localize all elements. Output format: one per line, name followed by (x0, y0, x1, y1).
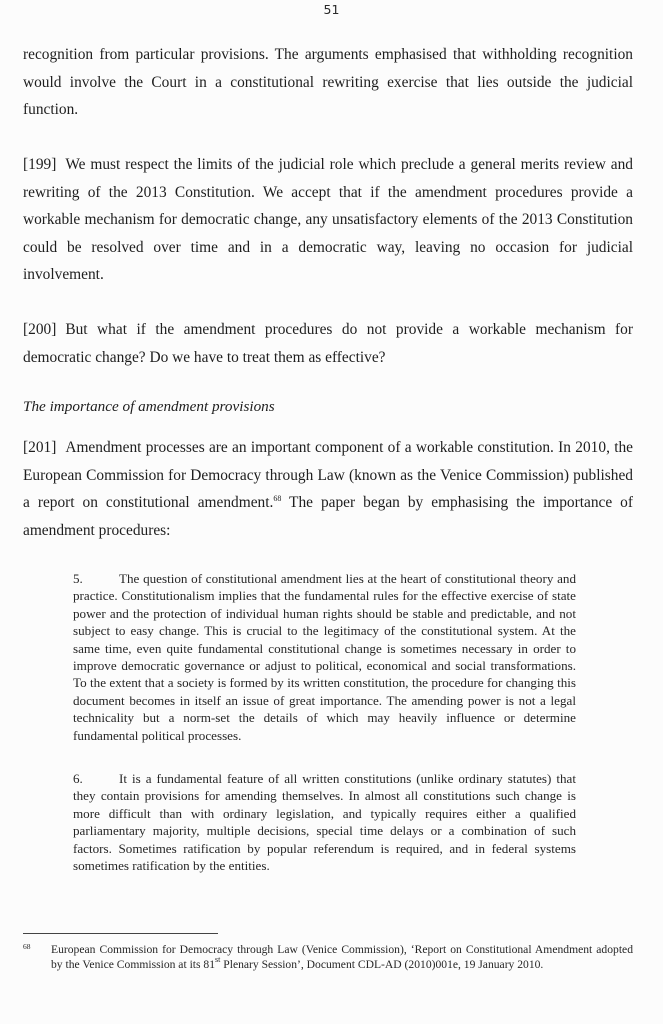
paragraph-number: [199] (23, 156, 57, 173)
section-heading: The importance of amendment provisions (23, 398, 275, 415)
paragraph-number: [201] (23, 439, 57, 456)
quote-number: 5. (73, 571, 83, 586)
footnote-text-block (51, 942, 633, 973)
paragraph-number: [200] (23, 321, 57, 338)
quote-number: 6. (73, 771, 83, 786)
page-number: 51 (323, 2, 340, 17)
footnote-reference[interactable]: 68 (273, 494, 282, 503)
quote-paragraph-6 (73, 770, 576, 874)
quote-paragraph-5 (73, 570, 576, 744)
paragraph-201 (23, 434, 633, 544)
paragraph-text-continued: The paper began by emphasising the importance of amendment procedures: (23, 494, 633, 539)
paragraph-text: Amendment processes are an important component of a workable constitution. In 2010, the European Commission for Democracy through Law (known as the Venice Commission) published a report on constitutional amendment. (23, 439, 633, 511)
paragraph-198-continued (23, 41, 633, 124)
footnote-68 (23, 942, 633, 973)
quote-text: It is a fundamental feature of all written constitutions (unlike ordinary statutes) that they contain provisions for amending themselves. In almost all constitutions such change is more difficult than with ordinary legislation, and typically requires either a qualified parliamentary majority, multiple decisions, special time delays or a combination of such factors. Sometimes ratification by popular referendum is required, and in federal systems sometimes ratification by the entities. (73, 771, 576, 874)
paragraph-text: We must respect the limits of the judicial role which preclude a general merits review and rewriting of the 2013 Constitution. We accept that if the amendment procedures provide a workable mechanism for democratic change, any unsatisfactory elements of the 2013 Constitution could be resolved over time and in a democratic way, leaving no occasion for judicial involvement. (23, 156, 633, 283)
ordinal-suffix: st (215, 955, 221, 965)
quote-text: The question of constitutional amendment lies at the heart of constitutional theory and practice. Constitutionalism implies that the fundamental rules for the effective exercise of state power and the protection of individual human rights should be stable and predictable, and not subject to easy change. This is crucial to the legitimacy of the constitutional system. At the same time, even quite fundamental constitutional change is sometimes necessary in order to improve democratic governance or adjust to political, economical and social transformations. To the extent that a society is formed by its written constitution, the procedure for changing this document becomes in itself an issue of great importance. The amending power is not a legal technicality but a norm-set the details of which may heavily influence or determine fundamental political processes. (73, 571, 576, 743)
paragraph-200 (23, 316, 633, 371)
footnote-divider (23, 933, 218, 934)
paragraph-text: recognition from particular provisions. The arguments emphasised that withholding recognition would involve the Court in a constitutional rewriting exercise that lies outside the judicial function. (23, 46, 633, 118)
footnote-number: 68 (23, 942, 31, 951)
footnote-text: European Commission for Democracy through Law (Venice Commission), ‘Report on Constitutional Amendment adopted by the Venice Commission at its 81 (51, 943, 633, 972)
paragraph-text: But what if the amendment procedures do not provide a workable mechanism for democratic change? Do we have to treat them as effective? (23, 321, 633, 366)
footnote-text-continued: Plenary Session’, Document CDL-AD (2010)001e, 19 January 2010. (220, 958, 544, 972)
paragraph-199 (23, 151, 633, 289)
